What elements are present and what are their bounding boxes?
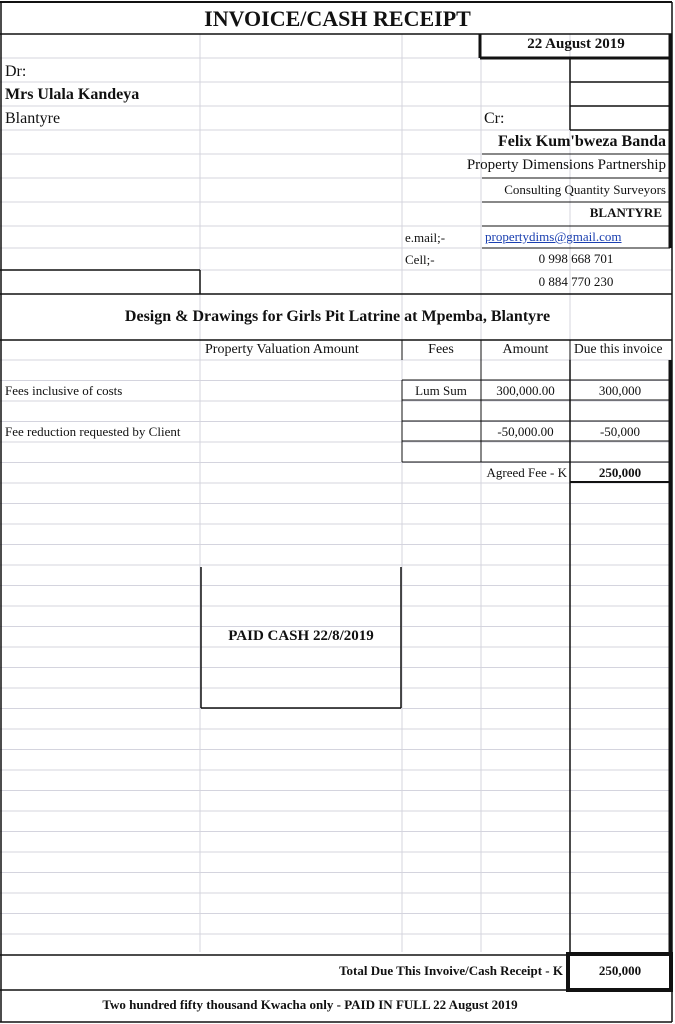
invoice-title: INVOICE/CASH RECEIPT bbox=[204, 6, 471, 31]
creditor-town: BLANTYRE bbox=[589, 205, 662, 220]
email-link[interactable]: propertydims@gmail.com bbox=[485, 229, 622, 244]
column-header-valuation: Property Valuation Amount bbox=[205, 342, 359, 357]
email-label: e.mail;- bbox=[405, 230, 446, 245]
debtor-name: Mrs Ulala Kandeya bbox=[5, 86, 140, 103]
phone-2: 0 884 770 230 bbox=[538, 274, 614, 289]
amount-in-words: Two hundred fifty thousand Kwacha only - PAID IN FULL 22 August 2019 bbox=[102, 997, 518, 1012]
creditor-label: Cr: bbox=[484, 110, 505, 127]
row-2-amount: -50,000.00 bbox=[497, 424, 554, 439]
row-1-fees: Lum Sum bbox=[415, 383, 467, 398]
paid-stamp: PAID CASH 22/8/2019 bbox=[228, 628, 374, 644]
row-2-description: Fee reduction requested by Client bbox=[5, 424, 181, 439]
creditor-firm: Property Dimensions Partnership bbox=[466, 157, 666, 173]
debtor-town: Blantyre bbox=[5, 110, 61, 127]
agreed-fee-value: 250,000 bbox=[598, 465, 642, 480]
column-header-fees: Fees bbox=[428, 342, 454, 357]
total-value: 250,000 bbox=[598, 963, 642, 978]
row-1-description: Fees inclusive of costs bbox=[5, 383, 123, 398]
project-title: Design & Drawings for Girls Pit Latrine at Mpemba, Blantyre bbox=[124, 308, 551, 325]
invoice-date: 22 August 2019 bbox=[527, 36, 625, 52]
agreed-fee-label: Agreed Fee - K bbox=[486, 465, 567, 480]
row-1-amount: 300,000.00 bbox=[496, 383, 555, 398]
total-label: Total Due This Invoive/Cash Receipt - K bbox=[339, 963, 563, 978]
debtor-label: Dr: bbox=[5, 63, 27, 80]
creditor-name: Felix Kum'bweza Banda bbox=[497, 133, 666, 150]
row-1-due: 300,000 bbox=[598, 383, 642, 398]
column-header-amount: Amount bbox=[502, 342, 549, 357]
phone-1: 0 998 668 701 bbox=[538, 251, 614, 266]
row-2-due: -50,000 bbox=[599, 424, 641, 439]
cell-label: Cell;- bbox=[405, 252, 435, 267]
creditor-profession: Consulting Quantity Surveyors bbox=[504, 182, 666, 197]
column-header-due: Due this invoice bbox=[574, 341, 663, 356]
